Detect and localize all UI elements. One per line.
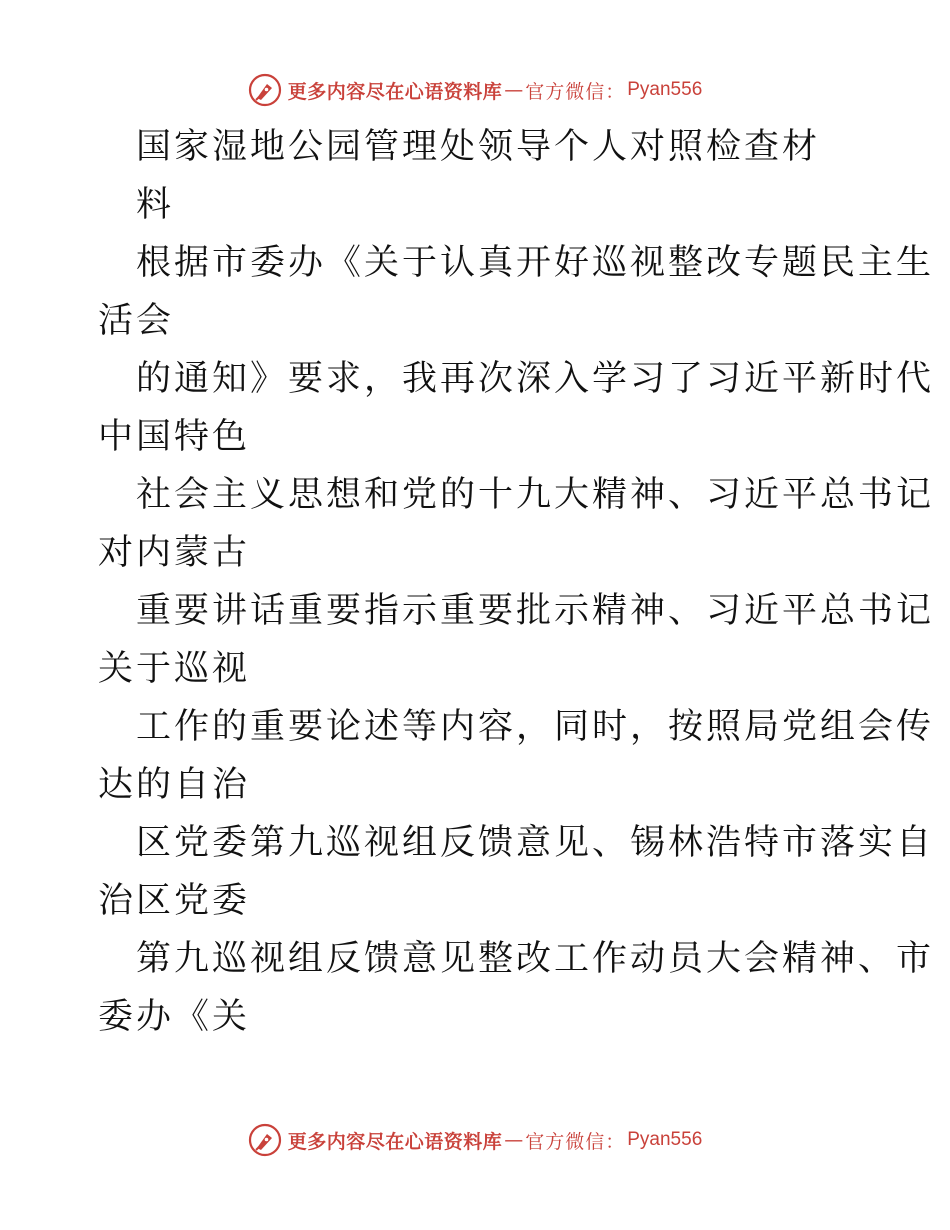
text-line: 社会主义思想和党的十九大精神、习近平总书记 <box>136 475 935 515</box>
pen-nib-logo-icon <box>248 73 282 107</box>
text-line: 中国特色 <box>98 417 251 457</box>
text-line: 关于巡视 <box>98 649 251 689</box>
separator: — <box>504 1129 524 1151</box>
text-line: 重要讲话重要指示重要批示精神、习近平总书记 <box>136 591 935 631</box>
site-name: 更多内容尽在心语资料库 <box>287 1130 503 1153</box>
text-line: 对内蒙古 <box>98 533 251 573</box>
text-line: 料 <box>136 185 175 225</box>
text-line: 治区党委 <box>98 881 251 921</box>
document-body <box>98 118 935 1046</box>
wechat-id: Pyan556 <box>627 1129 703 1150</box>
wechat-label: 官方微信： <box>525 1130 626 1153</box>
text-line: 活会 <box>98 301 175 341</box>
text-line: 工作的重要论述等内容，同时，按照局党组会传 <box>136 707 935 747</box>
footer-banner <box>0 1120 950 1160</box>
separator: — <box>504 79 524 101</box>
wechat-label: 官方微信： <box>525 80 626 103</box>
text-line: 委办《关 <box>98 997 251 1037</box>
header-banner <box>0 70 950 110</box>
text-line: 国家湿地公园管理处领导个人对照检查材 <box>136 127 821 167</box>
site-name: 更多内容尽在心语资料库 <box>287 80 503 103</box>
text-line: 的通知》要求，我再次深入学习了习近平新时代 <box>136 359 935 399</box>
pen-nib-logo-icon <box>248 1123 282 1157</box>
wechat-id: Pyan556 <box>627 79 703 100</box>
text-line: 根据市委办《关于认真开好巡视整改专题民主生 <box>136 243 935 283</box>
text-line: 第九巡视组反馈意见整改工作动员大会精神、市 <box>136 939 935 979</box>
text-line: 区党委第九巡视组反馈意见、锡林浩特市落实自 <box>136 823 935 863</box>
text-line: 达的自治 <box>98 765 251 805</box>
